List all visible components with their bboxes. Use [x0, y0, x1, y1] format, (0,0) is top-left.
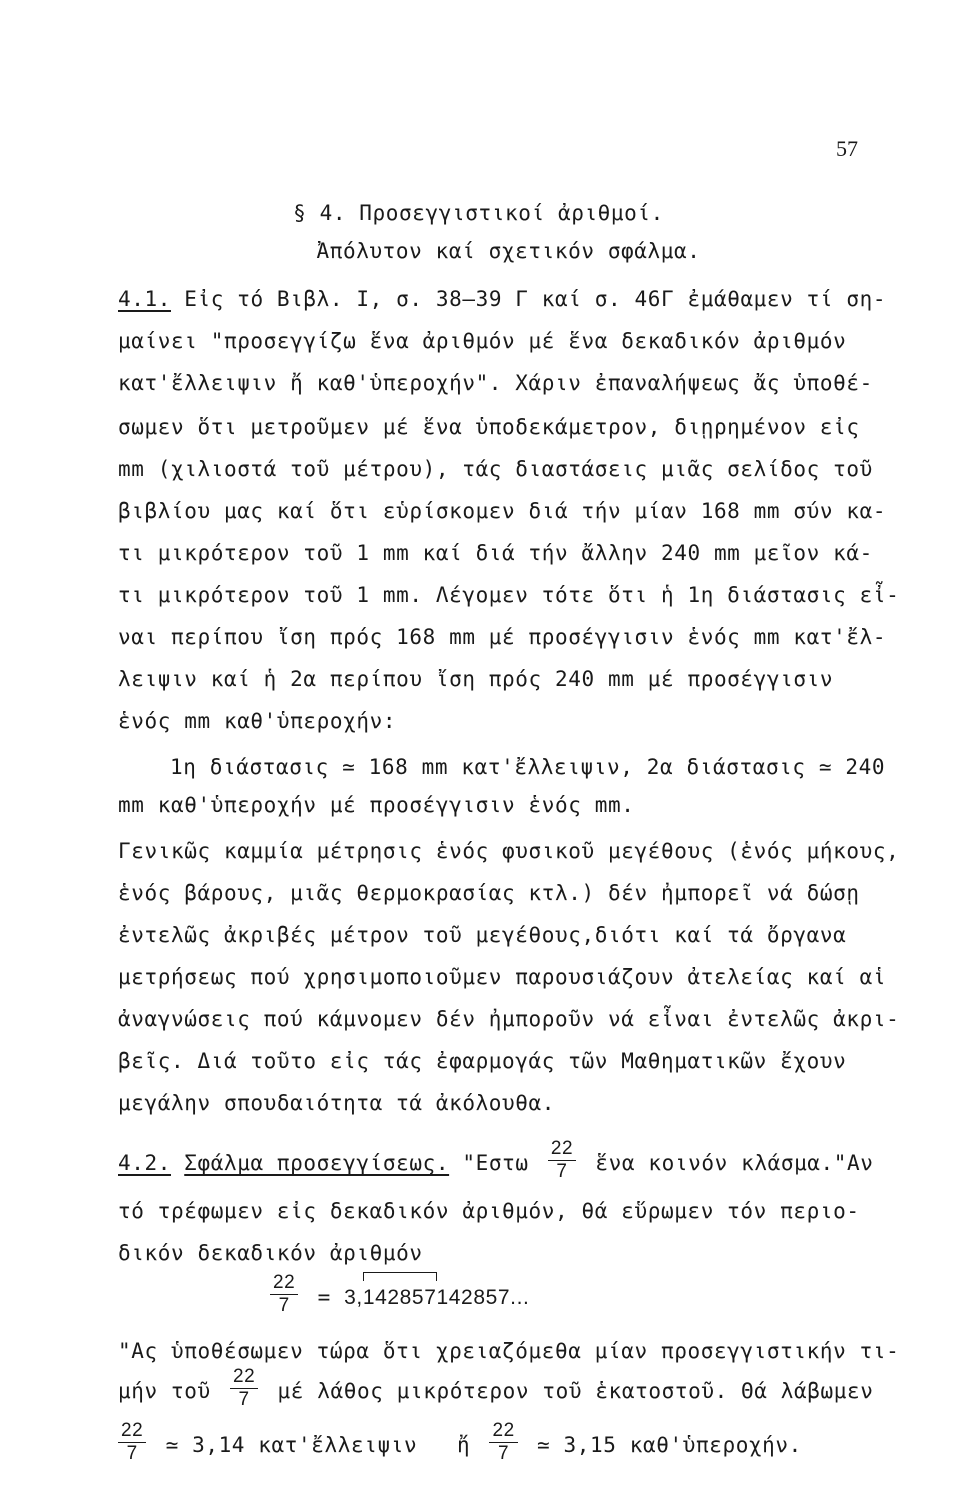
- paragraph-line: ναι περίπου ἴση πρός 168 mm μέ προσέγγισιν ἑνός mm κατ'ἔλ-: [118, 625, 887, 649]
- fraction-22-7: [548, 1138, 576, 1183]
- approximation-line: [118, 1420, 890, 1470]
- subsection-title: Σφάλμα προσεγγίσεως.: [184, 1151, 450, 1175]
- formula-line-continued: mm καθ'ὑπεροχήν μέ προσέγγισιν ἑνός mm.: [118, 793, 635, 817]
- subsection-4-2-line: [118, 1137, 890, 1186]
- line-text: μέ λάθος μικρότερον τοῦ ἑκατοστοῦ. Θά λάβωμεν: [277, 1379, 874, 1403]
- line-text: Εἰς τό Βιβλ. Ι, σ. 38–39 Γ καί σ. 46Γ ἐμάθαμεν τί ση-: [184, 287, 887, 311]
- fraction-numerator: 22: [489, 1420, 517, 1443]
- paragraph-line: δικόν δεκαδικόν ἀριθμόν: [118, 1241, 423, 1265]
- line-text: μήν τοῦ: [118, 1379, 211, 1403]
- paragraph-line: ἐντελῶς ἀκριβές μέτρον τοῦ μεγέθους,διότι καί τά ὄργανα: [118, 923, 847, 947]
- paragraph-line: τι μικρότερον τοῦ 1 mm καί διά τήν ἄλλην 240 mm μεῖον κά-: [118, 541, 873, 565]
- paragraph-line: λειψιν καί ἡ 2α περίπου ἴση πρός 240 mm μέ προσέγγισιν: [118, 667, 834, 691]
- section-heading: § 4. Προσεγγιστικοί ἀριθμοί.: [293, 201, 664, 225]
- decimal-prefix: 3,: [344, 1286, 363, 1309]
- paragraph-line: τι μικρότερον τοῦ 1 mm. Λέγομεν τότε ὅτι ἡ 1η διάστασις εἶ-: [118, 583, 900, 607]
- paragraph-line: κατ'ἔλλειψιν ἤ καθ'ὑπεροχήν". Χάριν ἐπαναλήψεως ἄς ὑποθέ-: [118, 371, 873, 395]
- page-number: 57: [836, 136, 858, 161]
- fraction-numerator: 22: [270, 1272, 298, 1295]
- or-word: ἤ: [456, 1433, 471, 1457]
- fraction-22-7: [270, 1272, 298, 1317]
- fraction-denominator: 7: [238, 1388, 250, 1410]
- paragraph-line: μεγάλην σπουδαιότητα τά ἀκόλουθα.: [118, 1091, 556, 1115]
- fraction-denominator: 7: [278, 1294, 290, 1316]
- paragraph-line: βεῖς. Διά τοῦτο εἰς τάς ἐφαρμογάς τῶν Μαθηματικῶν ἔχουν: [118, 1049, 847, 1073]
- paragraph-line: ἑνός mm καθ'ὑπεροχήν:: [118, 709, 397, 733]
- decimal-expansion: [264, 1272, 764, 1322]
- intro-text: ἕνα κοινόν κλάσμα."Αν: [595, 1151, 874, 1175]
- paragraph-line: Γενικῶς καμμία μέτρησις ἑνός φυσικοῦ μεγέθους (ἑνός μήκους,: [118, 839, 900, 863]
- subsection-label: 4.2.: [118, 1151, 171, 1175]
- paragraph-line: "Ας ὑποθέσωμεν τώρα ὅτι χρειαζόμεθα μίαν προσεγγιστικήν τι-: [118, 1339, 900, 1363]
- paragraph-line: mm (χιλιοστά τοῦ μέτρου), τάς διαστάσεις μιᾶς σελίδος τοῦ: [118, 457, 873, 481]
- fraction-22-7: [489, 1420, 517, 1465]
- intro-text: "Εστω: [462, 1151, 529, 1175]
- paragraph-line: τό τρέφωμεν εἰς δεκαδικόν ἀριθμόν, θά εὕρωμεν τόν περιο-: [118, 1199, 860, 1223]
- paragraph-line: βιβλίου μας καί ὅτι εὑρίσκομεν διά τήν μίαν 168 mm σύν κα-: [118, 499, 887, 523]
- fraction-denominator: 7: [556, 1160, 568, 1182]
- lower-approximation: ≃ 3,14 κατ'ἔλλειψιν: [165, 1433, 418, 1457]
- fraction-numerator: 22: [548, 1138, 576, 1161]
- paragraph-line: ἑνός βάρους, μιᾶς θερμοκρασίας κτλ.) δέν ἠμπορεῖ νά δώσῃ: [118, 881, 860, 905]
- repeating-period: 142857: [363, 1272, 437, 1323]
- fraction-denominator: 7: [126, 1442, 138, 1464]
- section-subheading: Ἀπόλυτον καί σχετικόν σφάλμα.: [316, 239, 701, 263]
- subsection-label: 4.1.: [118, 287, 171, 311]
- decimal-rest: 142857...: [436, 1286, 530, 1309]
- equals-sign: =: [317, 1285, 331, 1309]
- upper-approximation: ≃ 3,15 καθ'ὑπεροχήν.: [537, 1433, 802, 1457]
- fraction-numerator: 22: [118, 1420, 146, 1443]
- paragraph-line: [118, 284, 890, 314]
- paragraph-line: ἀναγνώσεις πού κάμνομεν δέν ἠμποροῦν νά εἶναι ἐντελῶς ἀκρι-: [118, 1007, 900, 1031]
- paragraph-line: μαίνει "προσεγγίζω ἕνα ἀριθμόν μέ ἕνα δεκαδικόν ἀριθμόν: [118, 329, 847, 353]
- fraction-denominator: 7: [498, 1442, 510, 1464]
- formula-line: 1η διάστασις ≃ 168 mm κατ'ἔλλειψιν, 2α διάστασις ≃ 240: [170, 755, 886, 779]
- fraction-numerator: 22: [230, 1366, 258, 1389]
- paragraph-line: μετρήσεως πού χρησιμοποιοῦμεν παρουσιάζουν ἀτελείας καί αἱ: [118, 965, 887, 989]
- paragraph-line-with-fraction: [118, 1365, 890, 1414]
- fraction-22-7: [118, 1420, 146, 1465]
- fraction-22-7: [230, 1366, 258, 1411]
- paragraph-line: σωμεν ὅτι μετροῦμεν μέ ἕνα ὑποδεκάμετρον, διῃρημένον εἰς: [118, 415, 860, 439]
